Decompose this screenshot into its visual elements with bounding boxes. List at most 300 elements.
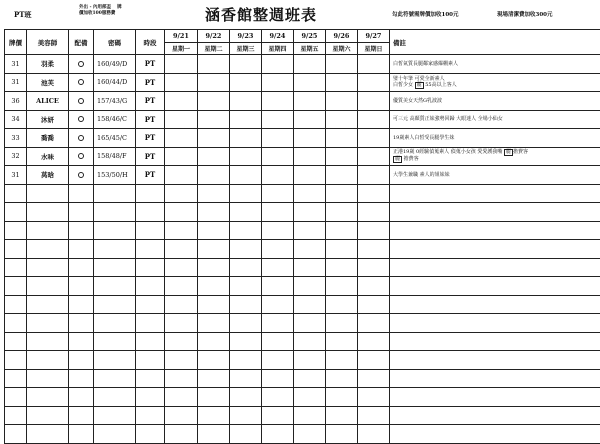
empty-cell xyxy=(136,277,165,296)
empty-cell xyxy=(165,388,198,407)
empty-cell xyxy=(198,258,230,277)
cleaning-note: 現場清潔費加收300元 xyxy=(497,10,552,18)
code-cell: 158/46/C xyxy=(94,110,136,129)
day-cell xyxy=(198,73,230,92)
empty-cell xyxy=(230,295,262,314)
empty-cell xyxy=(69,221,94,240)
empty-cell xyxy=(262,351,294,370)
empty-cell xyxy=(165,314,198,333)
empty-cell xyxy=(5,406,27,425)
schedule-table xyxy=(4,29,600,444)
shift-cell: PT xyxy=(136,92,165,111)
empty-cell xyxy=(69,351,94,370)
empty-cell xyxy=(262,203,294,222)
empty-cell xyxy=(198,314,230,333)
day-cell xyxy=(262,166,294,185)
empty-cell xyxy=(358,332,390,351)
circle-icon xyxy=(78,98,84,104)
empty-cell xyxy=(165,369,198,388)
day-cell xyxy=(326,110,358,129)
empty-cell xyxy=(326,221,358,240)
empty-cell xyxy=(262,295,294,314)
header-note xyxy=(79,5,122,17)
empty-cell xyxy=(294,425,326,444)
notes-line: 大學生兼職 素人的姐妹妹 xyxy=(393,172,600,178)
empty-cell xyxy=(69,425,94,444)
empty-cell xyxy=(390,314,600,333)
empty-cell xyxy=(198,425,230,444)
day-cell xyxy=(165,129,198,148)
shift-cell: PT xyxy=(136,129,165,148)
empty-row xyxy=(5,314,600,333)
empty-cell xyxy=(165,332,198,351)
empty-cell xyxy=(69,332,94,351)
page-title: 涵香館整週班表 xyxy=(205,4,317,25)
empty-cell xyxy=(198,295,230,314)
empty-row xyxy=(5,425,600,444)
equip-cell xyxy=(69,110,94,129)
notes-line xyxy=(393,156,600,163)
empty-cell xyxy=(165,425,198,444)
day-cell xyxy=(262,73,294,92)
empty-cell xyxy=(230,203,262,222)
empty-cell xyxy=(326,258,358,277)
empty-cell xyxy=(390,277,600,296)
empty-cell xyxy=(5,277,27,296)
empty-cell xyxy=(198,369,230,388)
empty-cell xyxy=(358,184,390,203)
col-header-date: 9/23 xyxy=(230,30,262,43)
empty-cell xyxy=(390,203,600,222)
notes-line: 優質美女天然G乳波波 xyxy=(393,98,600,104)
notes-text: 正港19歲 0經驗偵蒐素人 偵蒐小女孩 愛愛護我嘴 xyxy=(393,149,502,155)
notes-cell xyxy=(390,129,600,148)
empty-row xyxy=(5,369,600,388)
code-cell: 165/45/C xyxy=(94,129,136,148)
day-cell xyxy=(326,92,358,111)
day-cell xyxy=(326,147,358,166)
equip-cell xyxy=(69,147,94,166)
col-header-date: 9/21 xyxy=(165,30,198,43)
empty-cell xyxy=(390,388,600,407)
name-cell: 水味 xyxy=(27,147,69,166)
circle-icon xyxy=(78,61,84,67)
empty-cell xyxy=(358,203,390,222)
empty-cell xyxy=(198,388,230,407)
empty-cell xyxy=(262,332,294,351)
num-cell: 31 xyxy=(5,73,27,92)
empty-cell xyxy=(230,240,262,259)
empty-cell xyxy=(69,277,94,296)
box-char-icon: 麗 xyxy=(393,156,402,163)
day-cell xyxy=(230,166,262,185)
notes-text: 55高以上客人 xyxy=(425,82,456,88)
day-cell xyxy=(230,55,262,74)
empty-cell xyxy=(27,184,69,203)
empty-cell xyxy=(165,184,198,203)
page-header xyxy=(0,0,600,30)
empty-cell xyxy=(294,277,326,296)
code-cell: 158/48/F xyxy=(94,147,136,166)
empty-cell xyxy=(69,240,94,259)
empty-cell xyxy=(27,406,69,425)
empty-cell xyxy=(69,369,94,388)
equip-cell xyxy=(69,129,94,148)
empty-cell xyxy=(198,332,230,351)
empty-cell xyxy=(136,388,165,407)
empty-cell xyxy=(326,406,358,425)
empty-cell xyxy=(136,314,165,333)
empty-cell xyxy=(326,184,358,203)
empty-cell xyxy=(390,221,600,240)
empty-row xyxy=(5,258,600,277)
shift-cell: PT xyxy=(136,147,165,166)
empty-cell xyxy=(69,314,94,333)
day-cell xyxy=(165,92,198,111)
name-cell: 沐妍 xyxy=(27,110,69,129)
empty-cell xyxy=(326,388,358,407)
col-header-notes: 備註 xyxy=(390,30,600,55)
empty-cell xyxy=(390,258,600,277)
empty-cell xyxy=(230,221,262,240)
name-cell: 莴晗 xyxy=(27,166,69,185)
notes-text: 白皙少女 xyxy=(393,82,413,88)
name-cell: 羽柔 xyxy=(27,55,69,74)
notes-line: 19歲素人白皙受長腿學生妹 xyxy=(393,135,600,141)
empty-cell xyxy=(294,351,326,370)
empty-cell xyxy=(165,406,198,425)
empty-cell xyxy=(94,277,136,296)
empty-cell xyxy=(5,314,27,333)
shift-cell: PT xyxy=(136,110,165,129)
equip-cell xyxy=(69,92,94,111)
empty-cell xyxy=(262,184,294,203)
equip-cell xyxy=(69,166,94,185)
day-cell xyxy=(262,92,294,111)
empty-cell xyxy=(294,240,326,259)
empty-cell xyxy=(136,258,165,277)
empty-cell xyxy=(230,184,262,203)
empty-cell xyxy=(27,240,69,259)
table-row xyxy=(5,110,600,129)
empty-cell xyxy=(27,258,69,277)
empty-cell xyxy=(198,351,230,370)
empty-cell xyxy=(69,388,94,407)
empty-cell xyxy=(69,295,94,314)
notes-text: 擔費客 xyxy=(404,156,419,162)
empty-cell xyxy=(136,425,165,444)
col-header-shift: 時段 xyxy=(136,30,165,55)
empty-cell xyxy=(94,240,136,259)
empty-cell xyxy=(165,295,198,314)
col-header-weekday: 星期四 xyxy=(262,43,294,55)
empty-cell xyxy=(94,221,136,240)
empty-cell xyxy=(230,314,262,333)
empty-row xyxy=(5,406,600,425)
day-cell xyxy=(358,55,390,74)
day-cell xyxy=(294,166,326,185)
day-cell xyxy=(358,166,390,185)
empty-cell xyxy=(5,184,27,203)
empty-cell xyxy=(94,388,136,407)
empty-cell xyxy=(390,295,600,314)
day-cell xyxy=(294,110,326,129)
empty-row xyxy=(5,351,600,370)
circle-marked-icon xyxy=(78,172,84,178)
circle-marked-icon xyxy=(78,153,84,159)
empty-cell xyxy=(326,277,358,296)
empty-cell xyxy=(165,240,198,259)
header-note-line2: 價加收100服務費 xyxy=(79,11,122,17)
day-cell xyxy=(165,166,198,185)
empty-cell xyxy=(136,203,165,222)
day-cell xyxy=(198,147,230,166)
empty-cell xyxy=(230,332,262,351)
empty-cell xyxy=(94,369,136,388)
empty-cell xyxy=(358,388,390,407)
empty-cell xyxy=(165,221,198,240)
empty-cell xyxy=(165,351,198,370)
empty-cell xyxy=(94,184,136,203)
empty-cell xyxy=(27,314,69,333)
notes-line xyxy=(393,82,600,89)
col-header-date: 9/25 xyxy=(294,30,326,43)
day-cell xyxy=(198,55,230,74)
code-cell: 160/44/D xyxy=(94,73,136,92)
empty-cell xyxy=(94,203,136,222)
day-cell xyxy=(262,110,294,129)
empty-cell xyxy=(358,258,390,277)
num-cell: 36 xyxy=(5,92,27,111)
day-cell xyxy=(326,73,358,92)
empty-row xyxy=(5,295,600,314)
table-row xyxy=(5,147,600,166)
empty-cell xyxy=(198,277,230,296)
empty-cell xyxy=(69,184,94,203)
col-header-weekday: 星期三 xyxy=(230,43,262,55)
notes-cell xyxy=(390,92,600,111)
empty-cell xyxy=(94,406,136,425)
header-row xyxy=(5,30,600,43)
col-header-weekday: 星期日 xyxy=(358,43,390,55)
empty-cell xyxy=(358,425,390,444)
notes-line: 白皙氣質長腿鄰家感爆棚素人 xyxy=(393,61,600,67)
day-cell xyxy=(326,55,358,74)
day-cell xyxy=(230,129,262,148)
col-header-weekday: 星期六 xyxy=(326,43,358,55)
empty-cell xyxy=(294,295,326,314)
empty-cell xyxy=(262,277,294,296)
empty-cell xyxy=(5,258,27,277)
empty-cell xyxy=(390,425,600,444)
empty-cell xyxy=(94,332,136,351)
shift-cell: PT xyxy=(136,55,165,74)
col-header-date: 9/22 xyxy=(198,30,230,43)
empty-cell xyxy=(358,351,390,370)
equip-cell xyxy=(69,55,94,74)
empty-cell xyxy=(326,351,358,370)
empty-cell xyxy=(94,314,136,333)
empty-cell xyxy=(294,314,326,333)
empty-cell xyxy=(294,369,326,388)
day-cell xyxy=(358,110,390,129)
table-row xyxy=(5,92,600,111)
empty-row xyxy=(5,277,600,296)
table-row xyxy=(5,73,600,92)
equip-cell xyxy=(69,73,94,92)
day-cell xyxy=(198,166,230,185)
empty-cell xyxy=(5,388,27,407)
col-header-name: 美容師 xyxy=(27,30,69,55)
empty-cell xyxy=(230,351,262,370)
empty-cell xyxy=(262,406,294,425)
day-cell xyxy=(165,55,198,74)
box-char-icon: 麗 xyxy=(415,82,424,89)
num-cell: 34 xyxy=(5,110,27,129)
empty-cell xyxy=(230,277,262,296)
empty-cell xyxy=(390,184,600,203)
day-cell xyxy=(230,92,262,111)
empty-cell xyxy=(390,351,600,370)
empty-cell xyxy=(5,332,27,351)
pt-label: PT班 xyxy=(14,10,31,20)
empty-cell xyxy=(5,221,27,240)
notes-line: 可三元 高顏質正妹強勢回歸 大眼迷人 全場小仙女 xyxy=(393,116,600,122)
notes-cell xyxy=(390,73,600,92)
empty-cell xyxy=(27,388,69,407)
day-cell xyxy=(230,73,262,92)
empty-cell xyxy=(262,388,294,407)
col-header-num: 牌價 xyxy=(5,30,27,55)
empty-cell xyxy=(262,425,294,444)
empty-cell xyxy=(136,369,165,388)
day-cell xyxy=(198,129,230,148)
day-cell xyxy=(262,129,294,148)
box-char-icon: 麗 xyxy=(504,149,513,156)
col-header-equip: 配備 xyxy=(69,30,94,55)
empty-cell xyxy=(198,184,230,203)
empty-cell xyxy=(136,351,165,370)
day-cell xyxy=(294,92,326,111)
empty-cell xyxy=(94,351,136,370)
empty-cell xyxy=(358,277,390,296)
table-row xyxy=(5,129,600,148)
notes-text: 擔費客 xyxy=(513,149,528,155)
empty-cell xyxy=(165,277,198,296)
empty-cell xyxy=(230,406,262,425)
col-header-date: 9/26 xyxy=(326,30,358,43)
circle-marked-icon xyxy=(78,135,84,141)
day-cell xyxy=(326,166,358,185)
empty-cell xyxy=(27,369,69,388)
col-header-weekday: 星期一 xyxy=(165,43,198,55)
empty-row xyxy=(5,184,600,203)
empty-cell xyxy=(5,295,27,314)
num-cell: 33 xyxy=(5,129,27,148)
day-cell xyxy=(294,73,326,92)
col-header-weekday: 星期五 xyxy=(294,43,326,55)
empty-row xyxy=(5,240,600,259)
empty-row xyxy=(5,221,600,240)
empty-cell xyxy=(262,258,294,277)
empty-cell xyxy=(326,369,358,388)
notes-line xyxy=(393,149,600,156)
empty-cell xyxy=(27,277,69,296)
shift-cell: PT xyxy=(136,73,165,92)
code-cell: 157/43/G xyxy=(94,92,136,111)
empty-cell xyxy=(294,406,326,425)
empty-row xyxy=(5,332,600,351)
empty-cell xyxy=(165,258,198,277)
day-cell xyxy=(358,73,390,92)
day-cell xyxy=(326,129,358,148)
empty-cell xyxy=(5,203,27,222)
day-cell xyxy=(294,55,326,74)
day-cell xyxy=(262,55,294,74)
empty-cell xyxy=(69,258,94,277)
day-cell xyxy=(198,92,230,111)
empty-cell xyxy=(27,332,69,351)
col-header-date: 9/27 xyxy=(358,30,390,43)
empty-cell xyxy=(390,240,600,259)
day-cell xyxy=(198,110,230,129)
empty-cell xyxy=(390,369,600,388)
code-cell: 160/49/D xyxy=(94,55,136,74)
empty-cell xyxy=(27,221,69,240)
empty-cell xyxy=(5,240,27,259)
day-cell xyxy=(358,129,390,148)
day-cell xyxy=(262,147,294,166)
empty-cell xyxy=(230,369,262,388)
day-cell xyxy=(358,147,390,166)
table-row xyxy=(5,166,600,185)
day-cell xyxy=(165,147,198,166)
empty-cell xyxy=(262,314,294,333)
empty-cell xyxy=(358,221,390,240)
empty-cell xyxy=(230,388,262,407)
empty-cell xyxy=(5,425,27,444)
empty-cell xyxy=(5,351,27,370)
empty-cell xyxy=(390,332,600,351)
empty-cell xyxy=(230,258,262,277)
empty-cell xyxy=(262,221,294,240)
empty-cell xyxy=(358,406,390,425)
day-cell xyxy=(358,92,390,111)
empty-cell xyxy=(94,258,136,277)
empty-cell xyxy=(294,258,326,277)
empty-cell xyxy=(69,406,94,425)
empty-cell xyxy=(230,425,262,444)
empty-cell xyxy=(326,332,358,351)
num-cell: 32 xyxy=(5,147,27,166)
col-header-code: 密碼 xyxy=(94,30,136,55)
empty-cell xyxy=(136,406,165,425)
circle-icon xyxy=(78,116,84,122)
empty-cell xyxy=(294,388,326,407)
header-note-line1: 外出 - 內用部盃 牌 xyxy=(79,5,122,11)
empty-cell xyxy=(358,295,390,314)
empty-cell xyxy=(294,184,326,203)
day-cell xyxy=(230,147,262,166)
shift-cell: PT xyxy=(136,166,165,185)
empty-cell xyxy=(358,314,390,333)
day-cell xyxy=(230,110,262,129)
empty-row xyxy=(5,203,600,222)
fee-note: 勾此符號需牌價加收100元 xyxy=(392,10,458,18)
notes-cell xyxy=(390,147,600,166)
empty-cell xyxy=(294,203,326,222)
empty-cell xyxy=(390,406,600,425)
